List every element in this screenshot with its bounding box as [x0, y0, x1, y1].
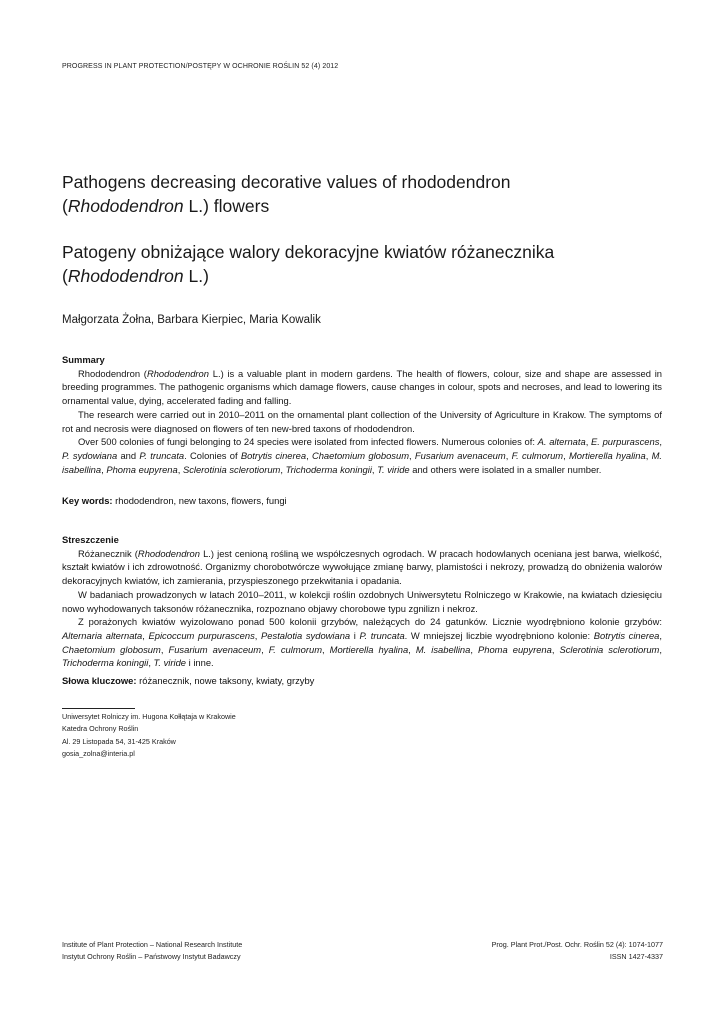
keywords-english: [62, 494, 662, 508]
text-run: ,: [322, 643, 330, 655]
running-head: PROGRESS IN PLANT PROTECTION/POSTĘPY W OCHRONIE ROŚLIN 52 (4) 2012: [62, 63, 339, 70]
title-polish-tail: L.): [183, 266, 209, 286]
italic-taxon: T. viride: [153, 657, 187, 669]
title-english: [62, 170, 662, 218]
summary-paragraph-2: [62, 408, 662, 435]
text-run: i: [350, 629, 360, 641]
italic-taxon: Fusarium avenaceum: [168, 643, 262, 655]
text-run: ,: [409, 449, 415, 461]
text-run: ,: [563, 449, 569, 461]
italic-taxon: P. sydowiana: [62, 449, 118, 461]
italic-taxon: Mortierella hyalina: [568, 449, 646, 461]
footer-citation-ref: Prog. Plant Prot./Post. Ochr. Roślin 52 (4): 1074-1077: [491, 940, 663, 949]
text-run: ,: [101, 463, 107, 475]
affiliation-university: Uniwersytet Rolniczy im. Hugona Kołłątaja w Krakowie: [62, 712, 236, 721]
footer-issn: ISSN 1427-4337: [609, 952, 663, 961]
streszczenie-heading: Streszczenie: [62, 534, 119, 545]
genus-italic: Rhododendron: [67, 266, 184, 286]
authors: Małgorzata Żołna, Barbara Kierpiec, Maria Kowalik: [62, 314, 321, 326]
keywords-polish-label: Słowa kluczowe:: [62, 675, 137, 686]
streszczenie-paragraph-1: [62, 547, 662, 588]
footer-institute: [62, 939, 242, 963]
italic-taxon: T. viride: [377, 463, 410, 475]
title-polish: [62, 240, 662, 288]
text-run: ,: [142, 629, 149, 641]
text-run: ,: [551, 643, 560, 655]
affiliation-email: gosia_zolna@interia.pl: [62, 749, 135, 759]
italic-taxon: E. purpurascens: [591, 436, 660, 448]
summary-paragraph-3: [62, 435, 662, 476]
keywords-polish-value: różanecznik, nowe taksony, kwiaty, grzyby: [136, 675, 315, 686]
text-run: and others were isolated in a smaller number.: [409, 463, 602, 475]
title-english-line2: [62, 194, 662, 218]
streszczenie-section: [62, 533, 662, 670]
text-run: Różanecznik (: [78, 547, 138, 559]
text-run: L.) is a valuable plant in modern gardens. The health of flowers, colour, size and shape are assessed in breeding programmes. The pathogenic organisms which damage flowers, cause changes in colour, spots and necroses, and lead to lowering its ornamental value, dying, accelerated fading and falling.: [62, 367, 663, 407]
text-run: ,: [177, 463, 183, 475]
title-polish-line2: [62, 264, 662, 288]
italic-taxon: M. isabellina: [415, 643, 471, 655]
italic-taxon: Trichoderma koningii: [62, 657, 149, 669]
italic-taxon: P. truncata: [139, 449, 185, 461]
keywords-english-value: rhododendron, new taxons, flowers, fungi: [112, 495, 287, 506]
text-run: ,: [280, 463, 286, 475]
summary-heading: Summary: [62, 354, 105, 365]
italic-taxon: Alternaria alternata: [62, 629, 143, 641]
italic-taxon: Fusarium avenaceum: [414, 449, 506, 461]
text-run: Z porażonych kwiatów wyizolowano ponad 500 kolonii grzybów, należących do 24 gatunków. Licznie wyodrębniono kolonie grzybów:: [78, 616, 662, 628]
italic-taxon: Chaetomium globosum: [311, 449, 410, 461]
text-run: ,: [306, 449, 312, 461]
italic-taxon: Botrytis cinerea: [240, 449, 307, 461]
paren-open: (: [62, 196, 68, 216]
text-run: The research were carried out in 2010–2011 on the ornamental plant collection of the University of Agriculture in Krakow. The symptoms of rot and necrosis were diagnosed on flowers of ten new-bred taxons of rhododendron.: [62, 408, 662, 434]
italic-taxon: M. isabellina: [62, 449, 662, 475]
affiliation-address: Al. 29 Listopada 54, 31-425 Kraków: [62, 736, 176, 746]
text-run: and: [117, 449, 140, 461]
text-run: W badaniach prowadzonych w latach 2010–2011, w kolekcji roślin ozdobnych Uniwersytetu Rolniczego w Krakowie, na kwiatach dziesięciu nowo wyhodowanych taksonów różanecznika, rozpoznano objawy chorobowe typu zgnilizn i nekroz.: [62, 588, 662, 614]
text-run: Over 500 colonies of fungi belonging to 24 species were isolated from infected flowers. Numerous colonies of:: [78, 436, 538, 448]
italic-taxon: Chaetomium globosum: [62, 643, 161, 655]
text-run: . Colonies of: [184, 449, 241, 461]
text-run: L.) jest cenioną rośliną we współczesnych ogrodach. W pracach hodowlanych oceniana jest barwa, wielkość, kształt kwiatów i ich zdrowotność. Organizmy chorobotwórcze wywołujące zmianę barwy, plamistości i nekrozy, prowadzą do obniżenia walorów dekoracyjnych kwiatów, ich zamierania, przyspieszonego przekwitania i opadania.: [62, 547, 663, 587]
text-run: ,: [659, 643, 662, 655]
footnote-rule: [62, 708, 135, 709]
italic-taxon: P. truncata: [359, 629, 405, 641]
italic-taxon: Sclerotinia sclerotiorum: [559, 643, 660, 655]
italic-taxon: Rhododendron: [137, 547, 200, 559]
title-english-line1: Pathogens decreasing decorative values of rhododendron: [62, 172, 511, 192]
italic-taxon: Mortierella hyalina: [329, 643, 409, 655]
italic-taxon: Trichoderma koningii: [285, 463, 372, 475]
text-run: ,: [505, 449, 512, 461]
italic-taxon: Epicoccum purpurascens: [148, 629, 255, 641]
text-run: ,: [585, 436, 592, 448]
italic-taxon: Rhododendron: [146, 367, 209, 379]
footer-citation: [492, 939, 663, 963]
paren-open: (: [62, 266, 68, 286]
text-run: ,: [645, 449, 652, 461]
italic-taxon: Botrytis cinerea: [593, 629, 660, 641]
text-run: ,: [659, 436, 662, 448]
text-run: ,: [254, 629, 262, 641]
footer-institute-en: Institute of Plant Protection – National Research Institute: [62, 940, 243, 949]
footer-institute-pl: Instytut Ochrony Roślin – Państwowy Instytut Badawczy: [62, 952, 241, 961]
text-run: Rhododendron (: [78, 367, 147, 379]
text-run: ,: [261, 643, 269, 655]
summary-section: [62, 353, 662, 476]
italic-taxon: Phoma eupyrena: [106, 463, 178, 475]
text-run: ,: [470, 643, 478, 655]
keywords-polish: [62, 674, 662, 688]
text-run: ,: [160, 643, 169, 655]
streszczenie-paragraph-3: [62, 615, 662, 670]
title-polish-line1: Patogeny obniżające walory dekoracyjne kwiatów różanecznika: [62, 242, 555, 262]
title-english-tail: L.) flowers: [183, 196, 270, 216]
text-run: ,: [659, 629, 662, 641]
author-affiliation: [62, 711, 236, 761]
text-run: ,: [371, 463, 378, 475]
streszczenie-paragraph-2: [62, 588, 662, 615]
genus-italic: Rhododendron: [67, 196, 184, 216]
italic-taxon: Pestalotia sydowiana: [261, 629, 351, 641]
italic-taxon: A. alternata: [537, 436, 586, 448]
text-run: i inne.: [186, 657, 214, 669]
summary-paragraph-1: [62, 367, 662, 408]
affiliation-department: Katedra Ochrony Roślin: [62, 724, 139, 734]
italic-taxon: Sclerotinia sclerotiorum: [182, 463, 281, 475]
italic-taxon: F. culmorum: [268, 643, 323, 655]
text-run: . W mniejszej liczbie wyodrębniono kolonie:: [404, 629, 594, 641]
text-run: ,: [408, 643, 416, 655]
italic-taxon: Phoma eupyrena: [478, 643, 552, 655]
keywords-english-label: Key words:: [62, 495, 113, 506]
text-run: ,: [148, 657, 154, 669]
italic-taxon: F. culmorum: [511, 449, 564, 461]
